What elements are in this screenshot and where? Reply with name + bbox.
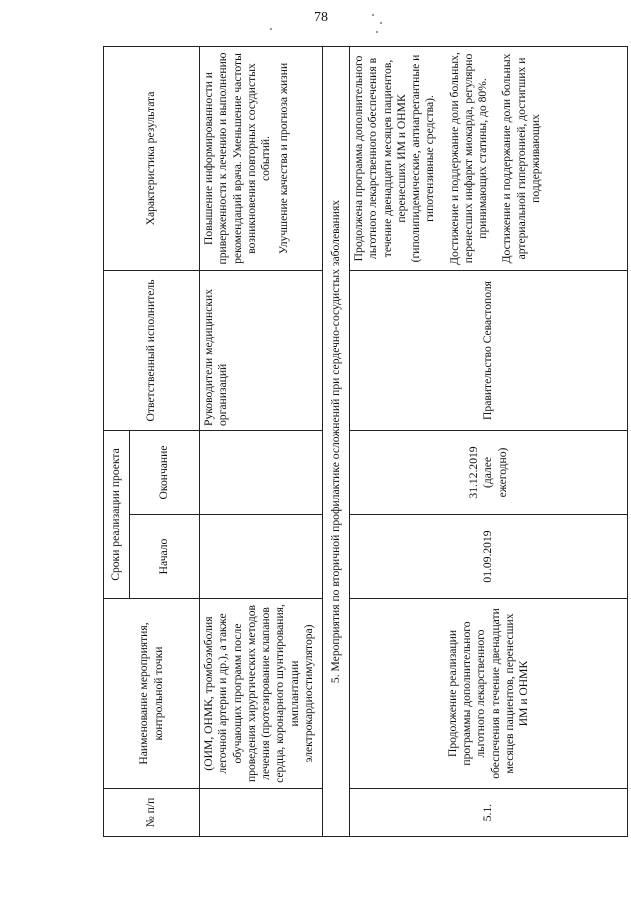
row-cont-end	[200, 430, 323, 514]
row-51-num: 5.1.	[350, 789, 628, 837]
row-51-result: Продолжена программа дополнительного льготного лекарственного обеспечения в течение двенадцати месяцев пациентов, перенесших ИМ и ОНМК (гиполипидемические, антиагрегантные и гипотензивные средства). Достижение и поддержание доли больных, перенесших инфаркт миокарда, регулярно принимающих статины, до 80%. Достижение и поддержание доли больных артериальной гипертонией, достигших и поддерживающих	[350, 46, 628, 270]
header-period: Сроки реализации проекта	[104, 430, 130, 598]
table-row	[200, 46, 323, 836]
header-name: Наименование мероприятия, контрольной точки	[104, 599, 200, 789]
header-end: Окончание	[130, 430, 200, 514]
page-number: 78	[314, 10, 328, 25]
rotated-table-wrapper	[103, 47, 628, 837]
scan-speck	[380, 22, 382, 24]
row-cont-result: Повышение информированности и приверженности к лечению и выполнению рекомендаций врача. Уменьшение частоты возникновения повторных сосудистых событий. Улучшение качества и прогноза жизни	[200, 46, 323, 270]
row-cont-num	[200, 789, 323, 837]
header-num: № п/п	[104, 789, 200, 837]
row-cont-name: (ОИМ, ОНМК, тромбоэмболия легочной артерии и др.), а также обучающих программ после проведения хирургических методов лечения (протезирование клапанов сердца, коронарного шунтирования, имплантации электрокардиостимулятора)	[200, 599, 323, 789]
section-title: 5. Мероприятия по вторичной профилактике осложнений при сердечно-сосудистых заболеваниях	[323, 46, 350, 836]
header-row	[104, 46, 130, 836]
row-cont-start	[200, 515, 323, 599]
row-51-name: Продолжение реализации программы дополнительного льготного лекарственного обеспечения в течение двенадцати месяцев пациентов, перенесших ИМ и ОНМК	[350, 599, 628, 789]
measures-table	[103, 46, 628, 837]
section-row	[323, 46, 350, 836]
header-start: Начало	[130, 515, 200, 599]
header-result: Характеристика результата	[104, 46, 200, 270]
row-cont-responsible: Руководители медицинских организаций	[200, 270, 323, 430]
row-51-end: 31.12.2019 (далее ежегодно)	[350, 430, 628, 514]
table-row	[350, 46, 628, 836]
row-51-responsible: Правительство Севастополя	[350, 270, 628, 430]
scan-speck	[270, 28, 272, 30]
scan-speck	[376, 31, 378, 33]
header-responsible: Ответственный исполнитель	[104, 270, 200, 430]
scan-speck	[372, 14, 374, 16]
row-51-start: 01.09.2019	[350, 515, 628, 599]
